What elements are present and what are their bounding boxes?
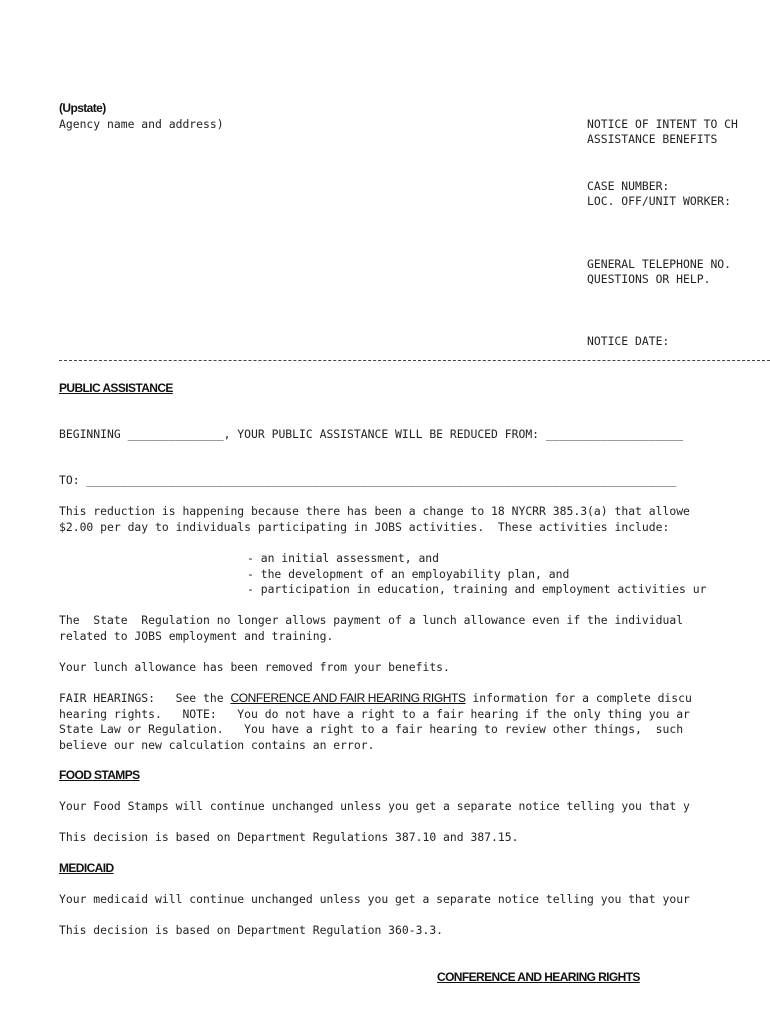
fair-hearings-prefix: FAIR HEARINGS: See the (59, 691, 231, 705)
fair-hearings-line-3: State Law or Regulation. You have a right to a fair hearing to review other things, such (59, 722, 684, 736)
fair-hearings-line-4: believe our new calculation contains an error. (59, 738, 375, 752)
food-stamps-line-1: Your Food Stamps will continue unchanged unless you get a separate notice telling you that y (59, 799, 690, 813)
reason-line-2: $2.00 per day to individuals participating in JOBS activities. These activities include: (59, 520, 670, 534)
fair-hearings-line-2: hearing rights. NOTE: You do not have a right to a fair hearing if the only thing you ar (59, 707, 690, 721)
to-line: TO: ______________________________________________________________________________________ (59, 473, 677, 487)
agency-name-address: Agency name and address) (59, 117, 224, 131)
state-regulation-line-2: related to JOBS employment and training. (59, 629, 334, 643)
state-regulation-line-1: The State Regulation no longer allows payment of a lunch allowance even if the individual (59, 613, 684, 627)
notice-title-line2: ASSISTANCE BENEFITS (587, 132, 718, 146)
lunch-allowance-removed: Your lunch allowance has been removed from your benefits. (59, 660, 450, 674)
activity-item: - participation in education, training and employment activities ur (247, 582, 707, 596)
case-number-label: CASE NUMBER: (587, 179, 670, 193)
medicaid-line-2: This decision is based on Department Regulation 360-3.3. (59, 923, 444, 937)
conference-hearing-rights-heading: CONFERENCE AND HEARING RIGHTS (437, 970, 640, 984)
medicaid-heading: MEDICAID (59, 861, 114, 875)
notice-title-line1: NOTICE OF INTENT TO CH (587, 117, 738, 131)
notice-date-label: NOTICE DATE: (587, 334, 670, 348)
fair-hearings-suffix: information for a complete discu (465, 691, 692, 705)
fair-hearings-line-1 (59, 691, 692, 707)
reason-line-1: This reduction is happening because there has been a change to 18 NYCRR 385.3(a) that allowe (59, 504, 690, 518)
general-telephone-label: GENERAL TELEPHONE NO. (587, 257, 732, 271)
upstate-label: (Upstate) (59, 101, 106, 115)
conference-fair-hearing-rights-link[interactable]: CONFERENCE AND FAIR HEARING RIGHTS (230, 691, 466, 705)
questions-help-label: QUESTIONS OR HELP. (587, 272, 711, 286)
public-assistance-heading: PUBLIC ASSISTANCE (59, 381, 173, 395)
food-stamps-line-2: This decision is based on Department Regulations 387.10 and 387.15. (59, 830, 519, 844)
beginning-line: BEGINNING ______________, YOUR PUBLIC ASSISTANCE WILL BE REDUCED FROM: ____________________ (59, 427, 684, 441)
activity-item: - an initial assessment, and (247, 551, 440, 565)
loc-off-unit-worker-label: LOC. OFF/UNIT WORKER: (587, 194, 732, 208)
section-divider (59, 360, 770, 361)
activity-item: - the development of an employability plan, and (247, 567, 570, 581)
food-stamps-heading: FOOD STAMPS (59, 768, 140, 782)
medicaid-line-1: Your medicaid will continue unchanged unless you get a separate notice telling you that your (59, 892, 690, 906)
